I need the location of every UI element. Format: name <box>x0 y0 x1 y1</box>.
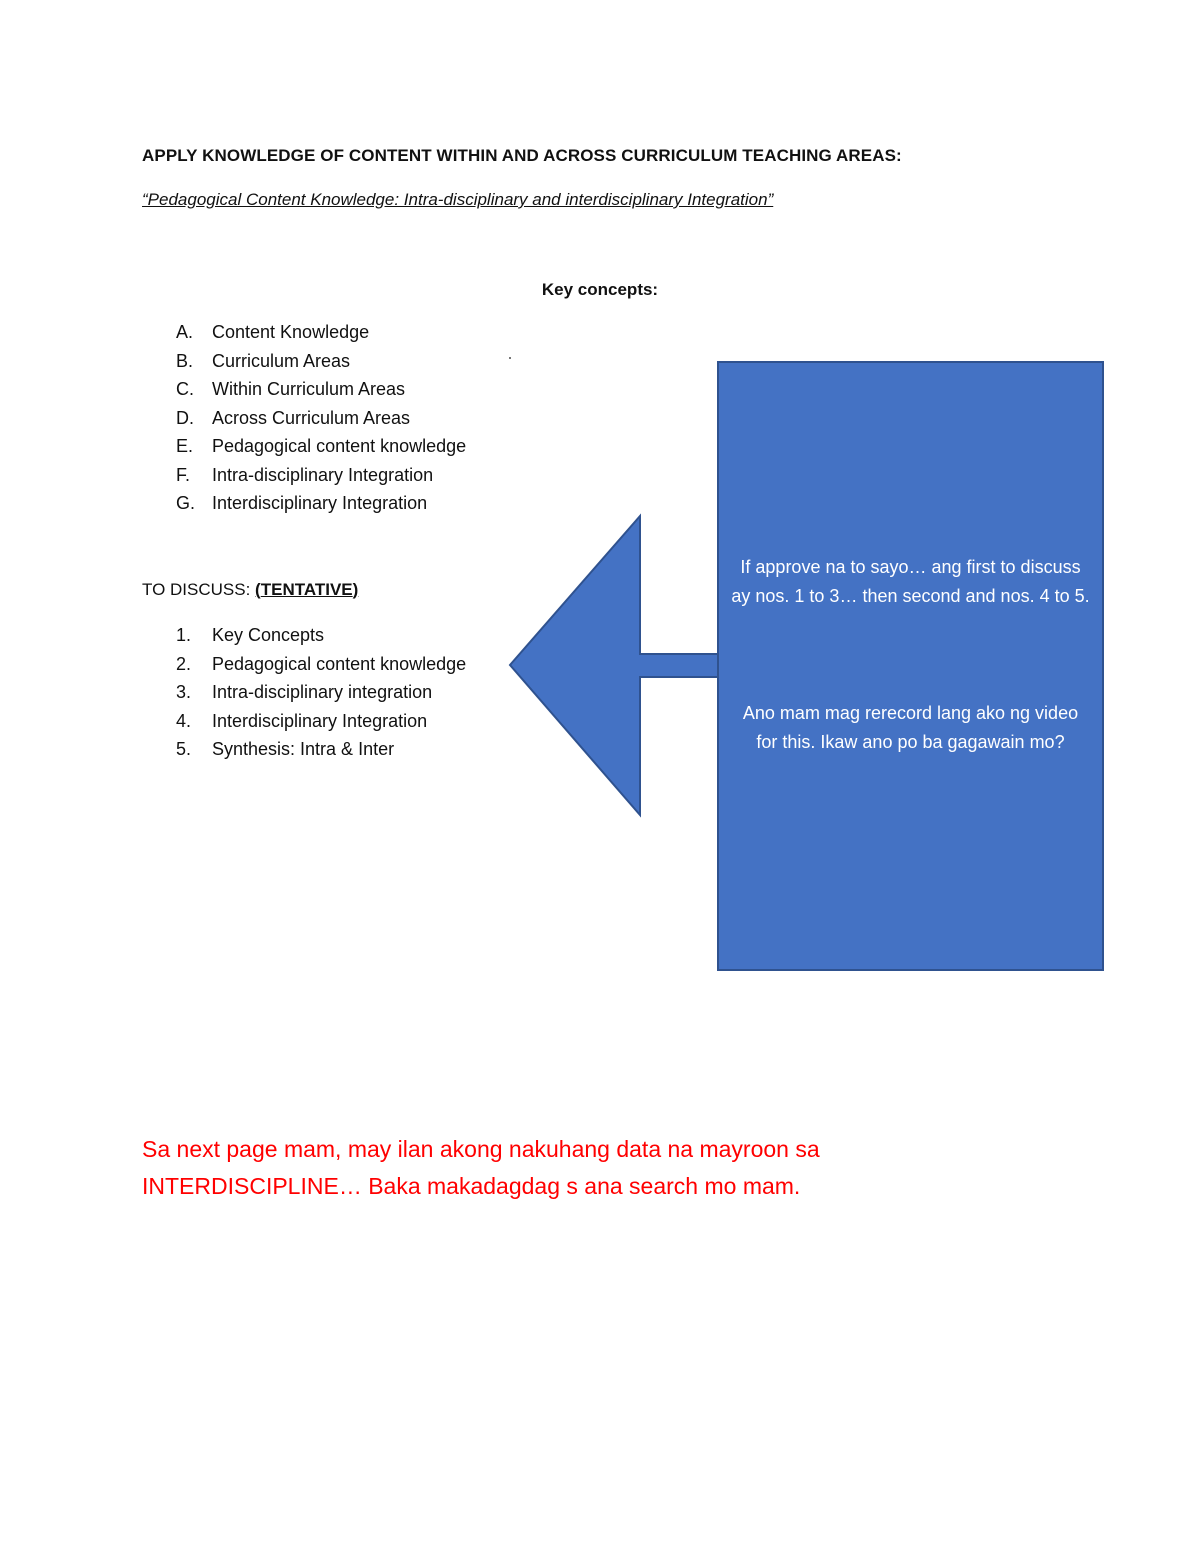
list-marker: F. <box>176 464 191 485</box>
list-item <box>176 404 466 433</box>
list-item <box>176 489 466 518</box>
list-item <box>176 318 466 347</box>
list-item <box>176 678 466 707</box>
list-item <box>176 347 466 376</box>
list-item-label: Synthesis: Intra & Inter <box>212 739 395 759</box>
list-marker: 1. <box>176 625 192 645</box>
to-discuss-heading <box>142 580 358 600</box>
to-discuss-open-paren: ( <box>255 580 261 599</box>
list-item-label: Interdisciplinary Integration <box>212 710 428 731</box>
list-item-label: Interdisciplinary Integration <box>212 493 428 513</box>
list-item-label: Pedagogical content knowledge <box>212 653 467 674</box>
to-discuss-close-paren: ) <box>352 580 359 599</box>
list-marker: 2. <box>176 653 192 674</box>
left-arrow-callout-pointer <box>505 510 721 822</box>
to-discuss-list <box>176 621 466 764</box>
list-item-label: Intra-disciplinary Integration <box>212 464 434 485</box>
list-item-label: Within Curriculum Areas <box>212 379 406 399</box>
list-marker: 4. <box>176 710 192 731</box>
list-item <box>176 461 466 490</box>
key-concepts-heading: Key concepts: <box>541 280 659 299</box>
arrow-head-shape <box>510 516 719 815</box>
list-item <box>176 735 466 764</box>
page-title: APPLY KNOWLEDGE OF CONTENT WITHIN AND ACROSS CURRICULUM TEACHING AREAS: <box>142 146 902 165</box>
list-item-label: Pedagogical content knowledge <box>212 436 467 456</box>
list-item <box>176 375 466 404</box>
page-subtitle: “Pedagogical Content Knowledge: Intra-disciplinary and interdisciplinary Integration” <box>142 190 774 209</box>
list-marker: D. <box>176 407 194 428</box>
list-item-label: Key Concepts <box>212 625 325 645</box>
list-item <box>176 650 466 679</box>
list-marker: 5. <box>176 739 192 759</box>
list-item-label: Curriculum Areas <box>212 350 351 371</box>
list-marker: C. <box>176 379 194 399</box>
callout-text-question: Ano mam mag rerecord lang ako ng video for this. Ikaw ano po ba gagawain mo? <box>742 703 1079 752</box>
red-note: Sa next page mam, may ilan akong nakuhang data na mayroon sa INTERDISCIPLINE… Baka makadagdag s ana search mo mam. <box>142 1136 820 1199</box>
list-marker: A. <box>176 322 194 342</box>
list-item-label: Intra-disciplinary integration <box>212 682 433 702</box>
list-marker: E. <box>176 436 194 456</box>
stray-dot <box>509 357 511 359</box>
tentative-label: TENTATIVE <box>260 580 353 599</box>
to-discuss-prefix: TO DISCUSS: <box>142 580 256 599</box>
list-marker: G. <box>176 493 196 513</box>
callout-text-approval: If approve na to sayo… ang first to discuss ay nos. 1 to 3… then second and nos. 4 to 5. <box>731 557 1090 606</box>
key-concepts-list <box>176 318 466 518</box>
list-marker: B. <box>176 350 194 371</box>
list-item <box>176 621 466 650</box>
list-item <box>176 707 466 736</box>
callout-box <box>717 361 1104 971</box>
list-item-label: Content Knowledge <box>212 322 370 342</box>
list-item <box>176 432 466 461</box>
list-item-label: Across Curriculum Areas <box>212 407 411 428</box>
list-marker: 3. <box>176 682 192 702</box>
